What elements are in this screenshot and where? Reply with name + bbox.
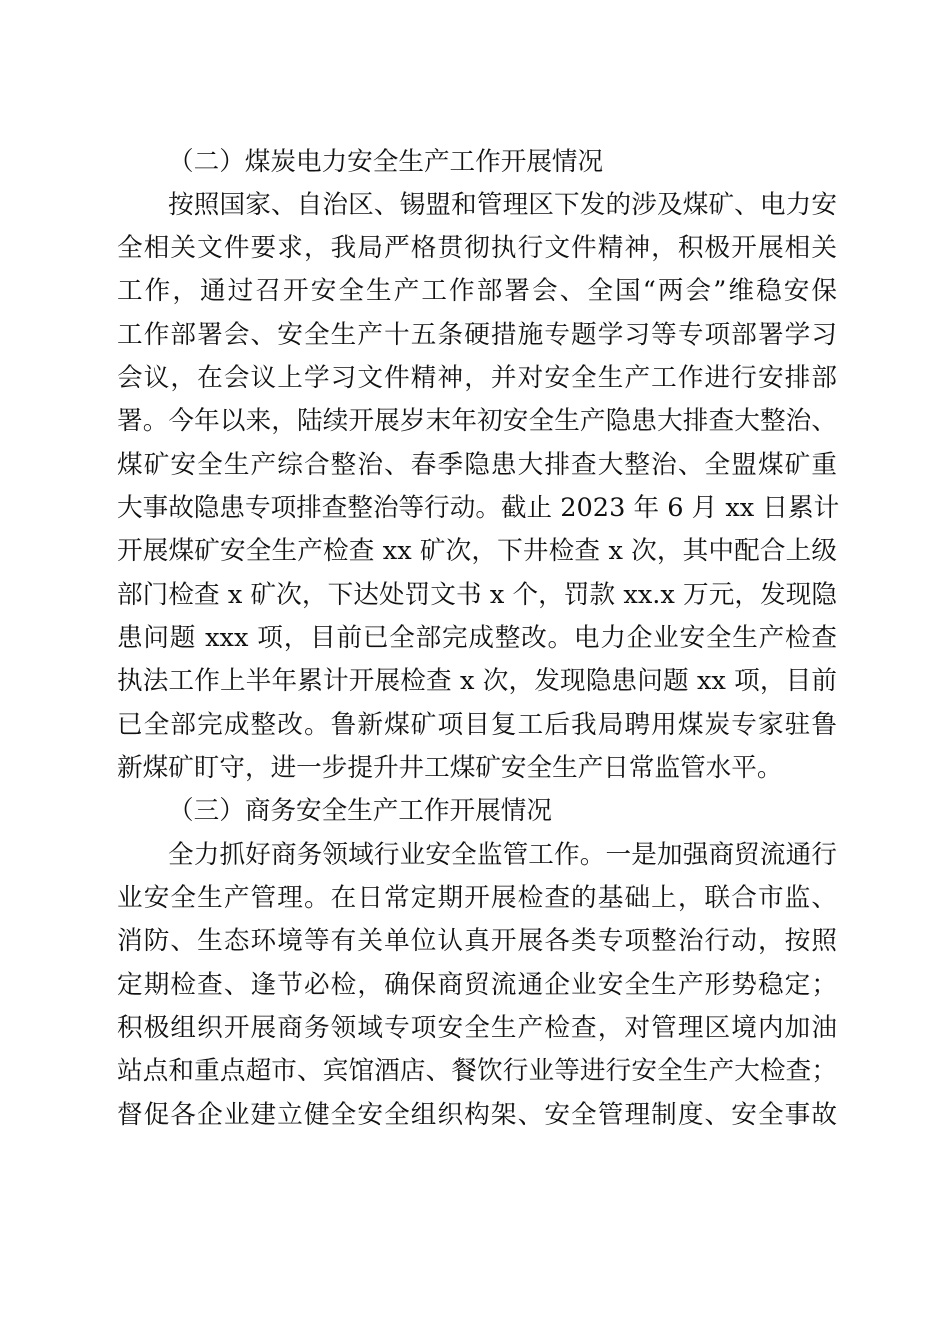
paragraph-line: 站点和重点超市、宾馆酒店、餐饮行业等进行安全生产大检查； [117, 1056, 837, 1086]
paragraph-line: 工作部署会、安全生产十五条硬措施专题学习等专项部署学习 [117, 320, 837, 350]
section-heading-coal-power: （二）煤炭电力安全生产工作开展情况 [168, 147, 604, 177]
paragraph-line: 新煤矿盯守，进一步提升井工煤矿安全生产日常监管水平。 [117, 753, 783, 783]
paragraph-line: 患问题 xxx 项，目前已全部完成整改。电力企业安全生产检查 [117, 623, 837, 653]
paragraph-line: 开展煤矿安全生产检查 xx 矿次，下井检查 x 次，其中配合上级 [117, 536, 837, 566]
section-heading-commerce: （三）商务安全生产工作开展情况 [168, 796, 552, 826]
paragraph-line: 会议，在会议上学习文件精神，并对安全生产工作进行安排部 [117, 363, 837, 393]
paragraph-line: 部门检查 x 矿次，下达处罚文书 x 个，罚款 xx.x 万元，发现隐 [117, 580, 837, 610]
paragraph-line: 督促各企业建立健全安全组织构架、安全管理制度、安全事故 [117, 1100, 837, 1130]
paragraph-line: 定期检查、逢节必检，确保商贸流通企业安全生产形势稳定； [117, 970, 837, 1000]
paragraph-line: 积极组织开展商务领域专项安全生产检查，对管理区境内加油 [117, 1013, 837, 1043]
paragraph-line: 大事故隐患专项排查整治等行动。截止 2023 年 6 月 xx 日累计 [117, 493, 840, 523]
paragraph-line: 业安全生产管理。在日常定期开展检查的基础上，联合市监、 [117, 883, 837, 913]
paragraph-line: 全力抓好商务领域行业安全监管工作。一是加强商贸流通行 [168, 840, 837, 870]
paragraph-line: 煤矿安全生产综合整治、春季隐患大排查大整治、全盟煤矿重 [117, 450, 837, 480]
paragraph-line: 已全部完成整改。鲁新煤矿项目复工后我局聘用煤炭专家驻鲁 [117, 710, 837, 740]
paragraph-line: 署。今年以来，陆续开展岁末年初安全生产隐患大排查大整治、 [117, 406, 837, 436]
paragraph-line: 工作，通过召开安全生产工作部署会、全国“两会”维稳安保 [117, 276, 837, 306]
paragraph-line: 消防、生态环境等有关单位认真开展各类专项整治行动，按照 [117, 926, 837, 956]
paragraph-line: 全相关文件要求，我局严格贯彻执行文件精神，积极开展相关 [117, 233, 837, 263]
paragraph-line: 执法工作上半年累计开展检查 x 次，发现隐患问题 xx 项，目前 [117, 666, 837, 696]
paragraph-line: 按照国家、自治区、锡盟和管理区下发的涉及煤矿、电力安 [168, 190, 837, 220]
